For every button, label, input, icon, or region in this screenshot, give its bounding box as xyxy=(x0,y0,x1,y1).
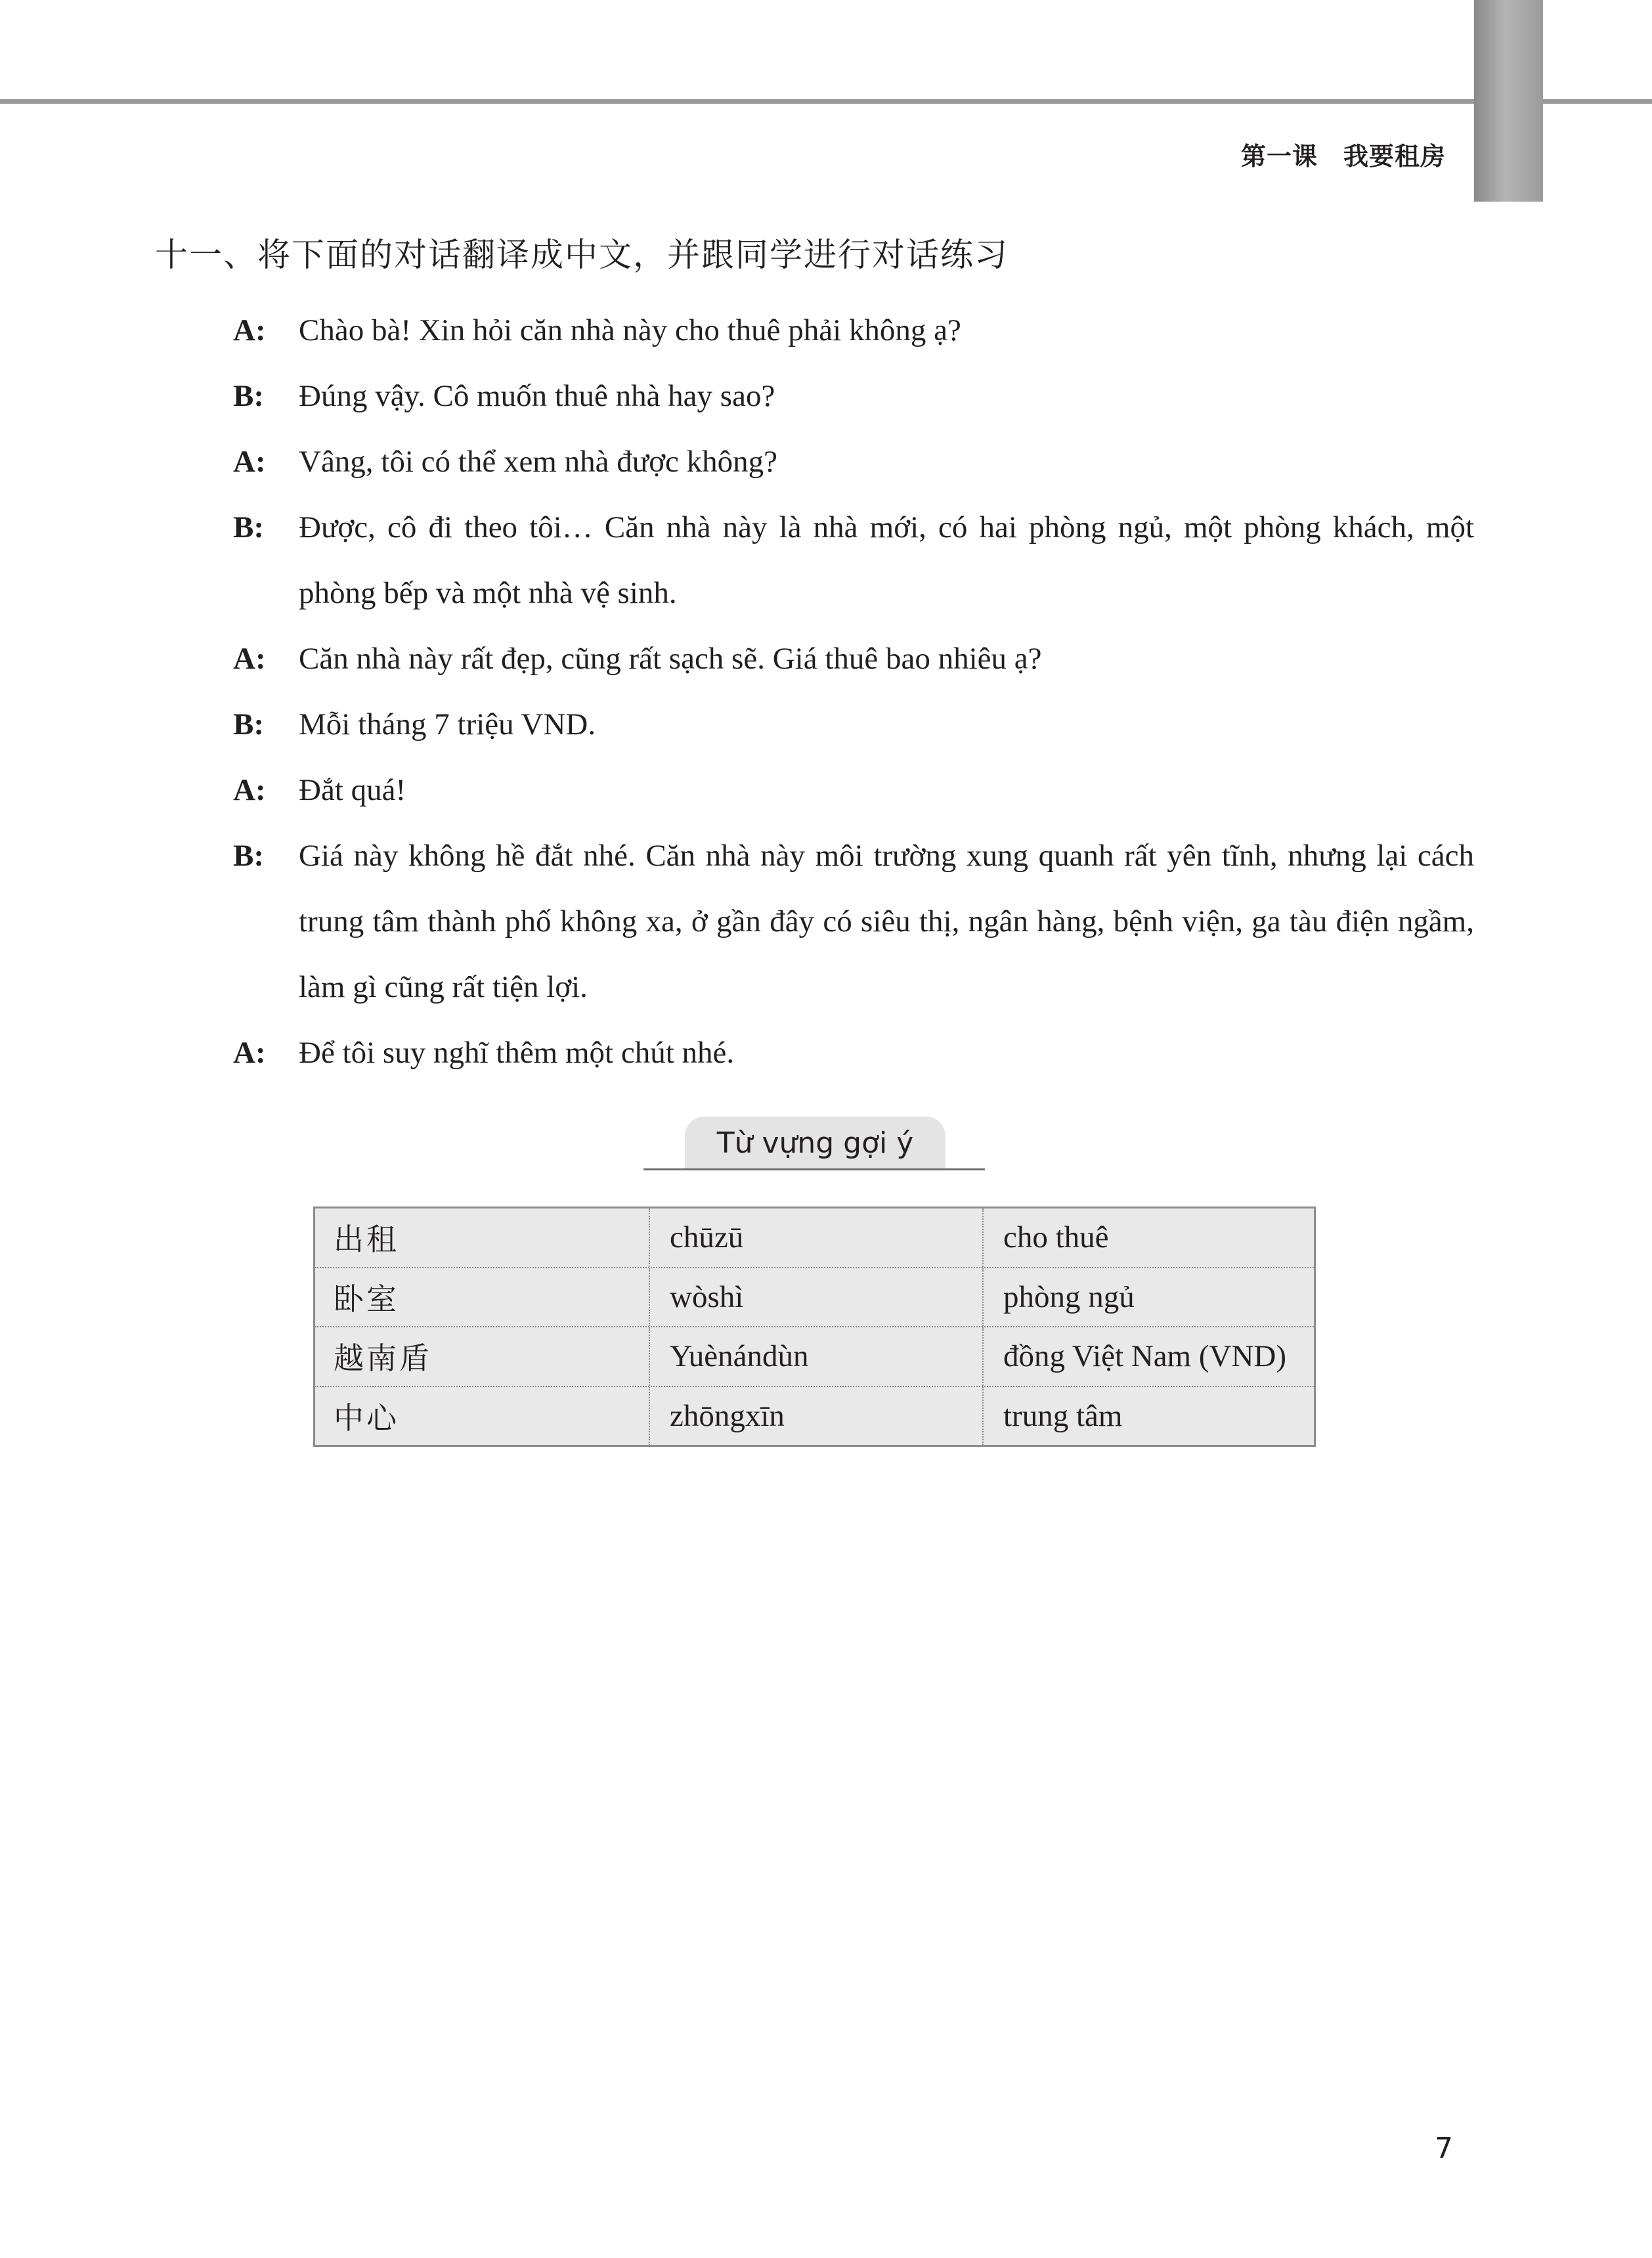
pinyin-cell: chūzū xyxy=(649,1208,982,1267)
running-head: 第一课 我要租房 xyxy=(1240,142,1446,171)
header-rule xyxy=(0,99,1652,104)
dialogue-line xyxy=(233,757,1474,823)
dialogue-line xyxy=(233,429,1474,495)
dialogue-line xyxy=(233,626,1474,692)
speaker-label: A: xyxy=(233,642,266,676)
pinyin-cell: zhōngxīn xyxy=(649,1387,982,1446)
speaker-label: B: xyxy=(233,839,264,873)
dialogue-line xyxy=(233,495,1474,626)
vocabulary-label: Từ vựng gợi ý xyxy=(685,1117,946,1169)
utterance: Chào bà! Xin hỏi căn nhà này cho thuê phải không ạ? xyxy=(299,313,961,347)
dialogue-line xyxy=(233,298,1474,363)
hanzi-cell: 卧室 xyxy=(334,1281,399,1317)
meaning-cell: phòng ngủ xyxy=(982,1268,1314,1327)
pinyin-cell: wòshì xyxy=(649,1268,982,1327)
meaning-cell: đồng Việt Nam (VND) xyxy=(982,1327,1314,1386)
speaker-label: B: xyxy=(233,510,264,544)
page-number: 7 xyxy=(1435,2132,1453,2165)
dialogue xyxy=(233,298,1474,1086)
utterance: Đắt quá! xyxy=(299,773,406,807)
dialogue-line xyxy=(233,823,1474,1020)
speaker-label: A: xyxy=(233,773,266,807)
table-row xyxy=(315,1208,1314,1267)
utterance: Giá này không hề đắt nhé. Căn nhà này môi trường xung quanh rất yên tĩnh, nhưng lại cách trung tâm thành phố không xa, ở gần đây có siêu thị, ngân hàng, bệnh viện, ga tàu điện ngầm, làm gì cũng rất tiện lợi. xyxy=(299,839,1474,1004)
speaker-label: A: xyxy=(233,445,266,479)
utterance: Vâng, tôi có thể xem nhà được không? xyxy=(299,445,778,479)
table-row xyxy=(315,1267,1314,1327)
dialogue-line xyxy=(233,1020,1474,1086)
hanzi-cell: 出租 xyxy=(334,1222,399,1258)
utterance: Được, cô đi theo tôi… Căn nhà này là nhà mới, có hai phòng ngủ, một phòng khách, một phòng bếp và một nhà vệ sinh. xyxy=(299,510,1474,610)
speaker-label: B: xyxy=(233,379,264,413)
utterance: Căn nhà này rất đẹp, cũng rất sạch sẽ. Giá thuê bao nhiêu ạ? xyxy=(299,642,1042,676)
dialogue-line xyxy=(233,692,1474,757)
meaning-cell: trung tâm xyxy=(982,1387,1314,1446)
speaker-label: A: xyxy=(233,313,266,347)
vocabulary-label-underline xyxy=(643,1168,985,1170)
dialogue-line xyxy=(233,363,1474,429)
utterance: Để tôi suy nghĩ thêm một chút nhé. xyxy=(299,1036,735,1070)
table-row xyxy=(315,1386,1314,1446)
hanzi-cell: 越南盾 xyxy=(334,1340,432,1377)
pinyin-cell: Yuènándùn xyxy=(649,1327,982,1386)
speaker-label: B: xyxy=(233,707,264,742)
utterance: Mỗi tháng 7 triệu VND. xyxy=(299,707,596,742)
meaning-cell: cho thuê xyxy=(982,1208,1314,1267)
utterance: Đúng vậy. Cô muốn thuê nhà hay sao? xyxy=(299,379,775,413)
chapter-side-tab xyxy=(1474,0,1543,202)
table-row xyxy=(315,1326,1314,1386)
exercise-title: 十一、将下面的对话翻译成中文，并跟同学进行对话练习 xyxy=(155,236,1009,274)
speaker-label: A: xyxy=(233,1036,266,1070)
hanzi-cell: 中心 xyxy=(334,1400,399,1436)
vocabulary-table xyxy=(313,1206,1316,1447)
